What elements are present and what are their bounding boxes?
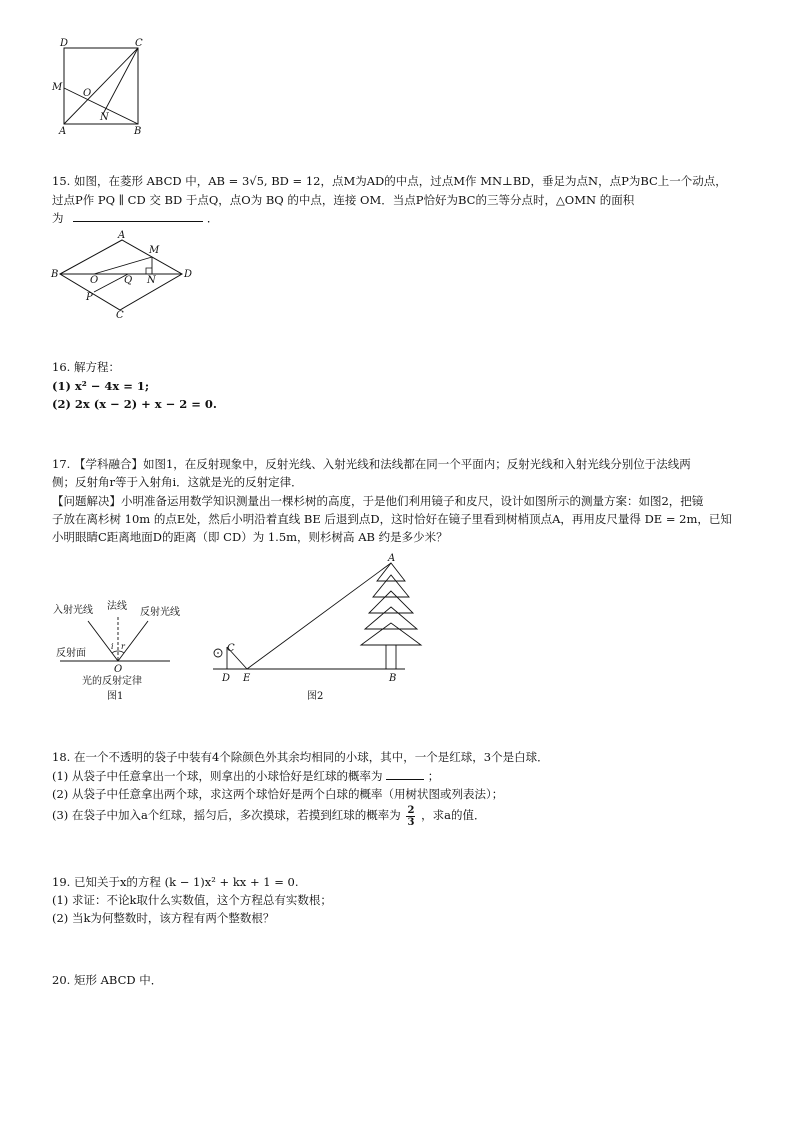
q18-line4-prefix: (3) 在袋子中加入a个红球，摇匀后，多次摸球，若摸到红球的概率为: [52, 808, 401, 822]
label-D: D: [184, 269, 193, 280]
label-N: N: [100, 112, 109, 123]
fig17-1-reflection-diagram: [50, 595, 190, 710]
angle-r-label: r: [121, 642, 125, 651]
fig14-square-diagram: [50, 38, 160, 138]
label-Q: Q: [124, 275, 133, 286]
q15-line2: 过点P作 PQ ∥ CD 交 BD 于点Q，点O为 BQ 的中点，连接 OM．当点P恰好为BC的三等分点时，△OMN 的面积: [52, 193, 635, 207]
q16-item1: (1) x² − 4x = 1;: [52, 379, 150, 393]
q15-line1: 15. 如图，在菱形 ABCD 中，AB = 3√5, BD = 12，点M为AD的中点，过点M作 MN⊥BD，垂足为点N，点P为BC上一个动点，: [52, 174, 727, 188]
q18-line4-suffix: ，求a的值．: [421, 808, 486, 822]
fraction-denominator: 3: [407, 816, 415, 828]
label-O: O: [83, 88, 92, 99]
label-D: D: [60, 38, 69, 49]
label-A: A: [388, 553, 396, 564]
label-A: A: [118, 230, 126, 241]
q17-line2: 侧；反射角r等于入射角i．这就是光的反射定律．: [52, 475, 303, 489]
fig1-caption: 图1: [107, 691, 124, 702]
label-C: C: [227, 643, 235, 654]
q17-line1: 17. 【学科融合】如图1，在反射现象中，反射光线、入射光线和法线都在同一个平面内；反射光线和入射光线分别位于法线两: [52, 457, 691, 471]
fig15-rhombus-diagram: [50, 230, 200, 320]
label-B: B: [389, 673, 397, 684]
q18-line2-suffix: ；: [427, 769, 440, 783]
q20-line1: 20. 矩形 ABCD 中．: [52, 973, 163, 987]
label-E: E: [243, 673, 251, 684]
reflected-ray-label: 反射光线: [140, 607, 180, 618]
label-M: M: [52, 82, 63, 93]
law-label: 光的反射定律: [82, 676, 142, 687]
surface-label: 反射面: [56, 648, 86, 659]
q16-title: 16. 解方程：: [52, 360, 120, 374]
label-C: C: [135, 38, 143, 49]
q18-line4: [52, 804, 485, 828]
answer-blank[interactable]: [73, 221, 203, 222]
q18-line3: (2) 从袋子中任意拿出两个球，求这两个球恰好是两个白球的概率（用树状图或列表法）；: [52, 787, 504, 801]
label-O: O: [90, 275, 99, 286]
answer-blank[interactable]: [386, 779, 424, 780]
q18-line2: [52, 769, 439, 784]
fig17-2-tree-measurement-diagram: [205, 555, 435, 705]
angle-i-label: i: [111, 642, 114, 651]
fig2-caption: 图2: [307, 691, 324, 702]
label-O: O: [114, 664, 123, 675]
q18-line2-text: (1) 从袋子中任意拿出一个球，则拿出的小球恰好是红球的概率为: [52, 769, 383, 783]
fraction-numerator: 2: [407, 804, 415, 816]
q19-line2: (1) 求证：不论k取什么实数值，这个方程总有实数根；: [52, 893, 332, 907]
label-D: D: [222, 673, 231, 684]
label-B: B: [134, 126, 142, 137]
q15-line3-prefix: 为: [52, 211, 64, 225]
label-P: P: [86, 292, 93, 303]
q15-line3-suffix: ．: [206, 211, 219, 225]
label-M: M: [149, 245, 160, 256]
q15-line3: [52, 211, 218, 226]
fraction-two-thirds: [406, 805, 415, 828]
incident-ray-label: 入射光线: [53, 605, 93, 616]
normal-label: 法线: [107, 601, 127, 612]
q19-line1: 19. 已知关于x的方程 (k − 1)x² + kx + 1 = 0.: [52, 875, 299, 889]
q17-line4: 子放在离杉树 10m 的点E处，然后小明沿着直线 BE 后退到点D，这时恰好在镜子里看到树梢顶点A，再用皮尺量得 DE = 2m，已知: [52, 512, 732, 526]
label-B: B: [51, 269, 59, 280]
q19-line3: (2) 当k为何整数时，该方程有两个整数根？: [52, 911, 275, 925]
q18-line1: 18. 在一个不透明的袋子中装有4个除颜色外其余均相同的小球，其中，一个是红球，3个是白球．: [52, 750, 549, 764]
q17-line3: 【问题解决】小明准备运用数学知识测量出一棵杉树的高度，于是他们利用镜子和皮尺，设计如图所示的测量方案：如图2，把镜: [52, 494, 704, 508]
label-C: C: [116, 310, 124, 321]
label-A: A: [59, 126, 67, 137]
label-N: N: [147, 275, 156, 286]
q17-line5: 小明眼睛C距离地面D的距离（即 CD）为 1.5m，则杉树高 AB 约是多少米？: [52, 530, 448, 544]
q16-item2: (2) 2x (x − 2) + x − 2 = 0.: [52, 397, 217, 411]
